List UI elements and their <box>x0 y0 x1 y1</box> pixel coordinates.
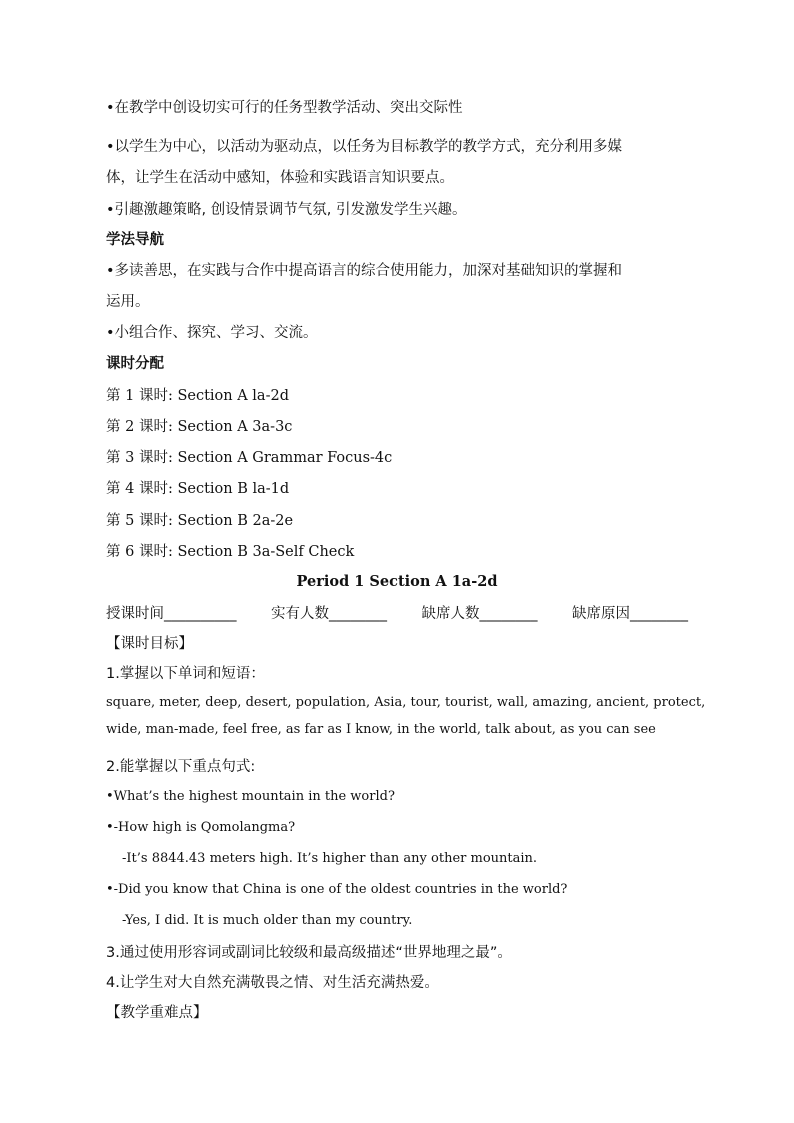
study-guide-line-2: 运用。 <box>106 294 150 310</box>
method-line-4: •引趣激趣策略, 创设情景调节气氛, 引发激发学生兴趣。 <box>106 202 467 218</box>
method-line-3: 体，让学生在活动中感知，体验和实践语言知识要点。 <box>106 170 454 186</box>
study-guide-heading: 学法导航 <box>106 232 164 248</box>
sentences-heading: 2.能掌握以下重点句式: <box>106 759 256 775</box>
period-title: Period 1 Section A 1a-2d <box>296 573 498 590</box>
key-points-heading: 【教学重难点】 <box>106 1005 208 1021</box>
goal-3: 3.通过使用形容词或副词比较级和最高级描述“世界地理之最”。 <box>106 945 512 961</box>
attendance-time: 授课时间__________ <box>106 606 237 622</box>
objectives-heading: 【课时目标】 <box>106 636 193 652</box>
sentence-1: •What’s the highest mountain in the world? <box>106 789 395 804</box>
vocab-line-1: square, meter, deep, desert, population, Asia, tour, tourist, wall, amazing, ancient, protect, <box>106 695 706 710</box>
schedule-item-5: 第 5 课时: Section B 2a-2e <box>106 513 294 529</box>
vocab-line-2: wide, man-made, feel free, as far as I know, in the world, talk about, as you can see <box>106 722 656 737</box>
method-line-2: •以学生为中心，以活动为驱动点，以任务为目标教学的教学方式，充分利用多媒 <box>106 139 623 155</box>
schedule-item-6: 第 6 课时: Section B 3a-Self Check <box>106 544 355 560</box>
attendance-present: 实有人数________ <box>271 606 387 622</box>
sentence-5: -Yes, I did. It is much older than my country. <box>122 913 413 928</box>
schedule-item-2: 第 2 课时: Section A 3a-3c <box>106 419 293 435</box>
method-line-1: •在教学中创设切实可行的任务型教学活动、突出交际性 <box>106 100 463 116</box>
schedule-item-3: 第 3 课时: Section A Grammar Focus-4c <box>106 450 393 466</box>
study-guide-line-1: •多读善思，在实践与合作中提高语言的综合使用能力，加深对基础知识的掌握和 <box>106 263 623 279</box>
schedule-item-4: 第 4 课时: Section B la-1d <box>106 481 290 497</box>
goal-4: 4.让学生对大自然充满敬畏之情、对生活充满热爱。 <box>106 975 439 991</box>
schedule-heading: 课时分配 <box>106 356 164 372</box>
attendance-row <box>106 604 688 624</box>
sentence-4: •-Did you know that China is one of the oldest countries in the world? <box>106 882 568 897</box>
study-guide-line-3: •小组合作、探究、学习、交流。 <box>106 325 318 341</box>
attendance-reason: 缺席原因________ <box>572 606 688 622</box>
attendance-absent: 缺席人数________ <box>421 606 538 622</box>
sentence-3: -It’s 8844.43 meters high. It’s higher than any other mountain. <box>122 851 538 866</box>
vocab-heading: 1.掌握以下单词和短语： <box>106 666 265 682</box>
schedule-item-1: 第 1 课时: Section A la-2d <box>106 388 289 404</box>
sentence-2: •-How high is Qomolangma? <box>106 820 296 835</box>
